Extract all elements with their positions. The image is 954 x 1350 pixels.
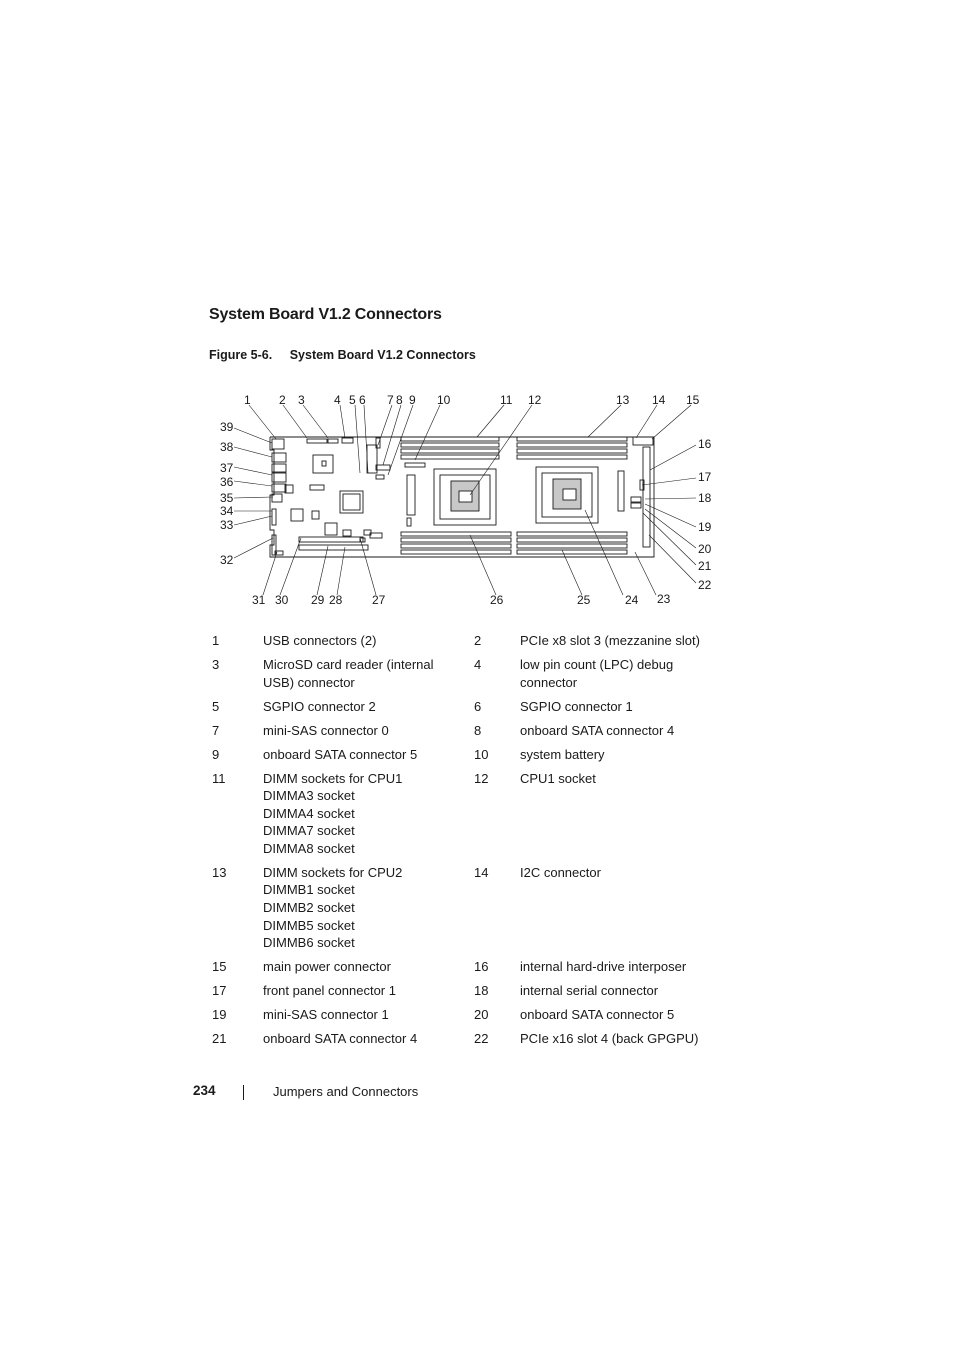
legend-number: 18 <box>474 983 489 999</box>
callout-16: 16 <box>698 437 712 451</box>
callout-28: 28 <box>329 593 343 607</box>
legend-description-line: SGPIO connector 1 <box>520 698 633 714</box>
callout-34: 34 <box>220 504 234 518</box>
pcie-slot <box>299 537 363 542</box>
legend-description-line: CPU1 socket <box>520 770 596 786</box>
legend-description <box>263 864 474 952</box>
legend-description-line: DIMMA3 socket <box>263 788 355 804</box>
callout-18: 18 <box>698 491 712 505</box>
legend-description <box>520 1006 712 1024</box>
legend-row <box>212 982 712 1006</box>
footer-chapter-title: Jumpers and Connectors <box>273 1084 419 1099</box>
legend-description-line: USB connectors (2) <box>263 633 377 648</box>
legend-row <box>212 1006 712 1030</box>
callout-6: 6 <box>359 393 366 407</box>
callout-1: 1 <box>244 393 251 407</box>
callout-5: 5 <box>349 393 356 407</box>
callout-39: 39 <box>220 420 234 434</box>
legend-description <box>263 746 474 764</box>
legend-description <box>263 1006 474 1024</box>
legend-description <box>263 698 474 716</box>
dimm-slots-cpu1-top <box>401 437 499 441</box>
legend-description <box>520 722 712 740</box>
callout-4: 4 <box>334 393 341 407</box>
legend-row <box>212 770 712 864</box>
callout-23: 23 <box>657 592 671 606</box>
callout-19: 19 <box>698 520 712 534</box>
legend-description-line: DIMMA4 socket <box>263 805 355 821</box>
legend-description-line: system battery <box>520 746 605 762</box>
legend-description-line: low pin count (LPC) debug <box>520 656 674 672</box>
footer <box>193 1083 216 1098</box>
callout-10: 10 <box>437 393 451 407</box>
legend-description <box>520 1030 712 1048</box>
callout-11: 11 <box>500 393 513 407</box>
legend-number: 8 <box>474 722 482 738</box>
legend-number: 15 <box>212 959 227 975</box>
callout-36: 36 <box>220 475 234 489</box>
legend-row <box>212 958 712 982</box>
page-number: 234 <box>193 1083 216 1098</box>
legend-description-line: DIMMB2 socket <box>263 900 355 916</box>
legend-description <box>263 770 474 858</box>
legend-number: 22 <box>474 1031 489 1047</box>
legend-description-line: mini-SAS connector 1 <box>263 1007 389 1023</box>
legend-number: 19 <box>212 1007 227 1023</box>
legend-number: 17 <box>212 983 227 999</box>
callout-33: 33 <box>220 518 234 532</box>
legend-description-line: front panel connector 1 <box>263 983 396 999</box>
legend-description-line: internal hard-drive interposer <box>520 959 687 975</box>
legend-description <box>263 656 474 691</box>
legend-description <box>263 722 474 740</box>
legend-number: 5 <box>212 698 220 714</box>
legend-row <box>212 746 712 770</box>
legend-description-line: onboard SATA connector 5 <box>520 1007 675 1023</box>
legend-number: 2 <box>474 633 482 648</box>
callout-35: 35 <box>220 491 234 505</box>
legend-number: 1 <box>212 633 220 648</box>
legend-description-line: onboard SATA connector 4 <box>520 722 675 738</box>
board-svg <box>200 385 740 615</box>
callout-3: 3 <box>298 393 305 407</box>
legend-row <box>212 656 712 698</box>
legend-description-line: internal serial connector <box>520 983 659 999</box>
right-edge-slot <box>643 447 650 547</box>
callout-26: 26 <box>490 593 504 607</box>
dimm-slots-cpu2-top <box>517 437 627 441</box>
legend-row <box>212 864 712 958</box>
figure-number: Figure 5-6. <box>209 348 273 362</box>
legend-number: 21 <box>212 1031 227 1047</box>
usb-connector <box>272 439 284 449</box>
callout-8: 8 <box>396 393 403 407</box>
legend-row <box>212 1030 712 1054</box>
legend-description-line: MicroSD card reader (internal <box>263 656 434 672</box>
legend-description <box>263 982 474 1000</box>
connector-legend <box>212 632 712 1054</box>
legend-number: 16 <box>474 959 489 975</box>
callout-15: 15 <box>686 393 700 407</box>
legend-description-line: USB) connector <box>263 674 355 690</box>
figure-caption <box>209 348 476 362</box>
callout-38: 38 <box>220 440 234 454</box>
legend-description <box>263 958 474 976</box>
legend-description <box>263 632 474 650</box>
legend-description <box>520 982 712 1000</box>
callout-12: 12 <box>528 393 542 407</box>
legend-description-line: I2C connector <box>520 864 601 880</box>
legend-row <box>212 698 712 722</box>
legend-number: 4 <box>474 656 482 672</box>
callout-20: 20 <box>698 542 712 556</box>
legend-description-line: DIMMA7 socket <box>263 823 355 839</box>
legend-description <box>520 746 712 764</box>
callout-27: 27 <box>372 593 386 607</box>
callout-13: 13 <box>616 393 630 407</box>
legend-number: 10 <box>474 746 489 762</box>
legend-description <box>520 770 712 858</box>
callout-2: 2 <box>279 393 286 407</box>
legend-description-line: DIMMB5 socket <box>263 917 355 933</box>
callout-22: 22 <box>698 578 712 592</box>
section-title: System Board V1.2 Connectors <box>209 306 442 323</box>
system-board-diagram <box>200 385 740 615</box>
legend-number: 12 <box>474 770 489 786</box>
legend-description-line: DIMM sockets for CPU2 <box>263 864 403 880</box>
legend-description-line: DIMMB1 socket <box>263 882 355 898</box>
footer-separator <box>243 1085 244 1100</box>
legend-row <box>212 722 712 746</box>
legend-description-line: mini-SAS connector 0 <box>263 722 389 738</box>
legend-number: 9 <box>212 746 220 762</box>
legend-description <box>520 656 712 691</box>
legend-number: 20 <box>474 1007 489 1023</box>
legend-description-line: DIMMB6 socket <box>263 935 355 951</box>
legend-number: 7 <box>212 722 220 738</box>
callout-21: 21 <box>698 559 712 573</box>
legend-description <box>263 1030 474 1048</box>
legend-description-line: onboard SATA connector 4 <box>263 1031 418 1047</box>
board-drawing <box>270 437 654 557</box>
callout-31: 31 <box>252 593 266 607</box>
callout-17: 17 <box>698 470 712 484</box>
figure-title: System Board V1.2 Connectors <box>289 348 476 362</box>
callout-24: 24 <box>625 593 639 607</box>
dimm-slots-cpu2-bottom <box>517 532 627 536</box>
legend-description-line: DIMM sockets for CPU1 <box>263 770 403 786</box>
callout-32: 32 <box>220 553 234 567</box>
legend-description-line: SGPIO connector 2 <box>263 698 376 714</box>
legend-description-line: DIMMA8 socket <box>263 840 355 856</box>
callout-25: 25 <box>577 593 591 607</box>
legend-description <box>520 958 712 976</box>
legend-row <box>212 632 712 656</box>
legend-number: 6 <box>474 698 482 714</box>
legend-description-line: PCIe x8 slot 3 (mezzanine slot) <box>520 633 700 648</box>
callout-37: 37 <box>220 461 234 475</box>
legend-number: 11 <box>212 770 226 786</box>
legend-description <box>520 698 712 716</box>
legend-description-line: connector <box>520 674 578 690</box>
callout-29: 29 <box>311 593 325 607</box>
legend-number: 13 <box>212 864 227 880</box>
legend-description <box>520 632 712 650</box>
callout-7: 7 <box>387 393 394 407</box>
dimm-slots-cpu1-bottom <box>401 532 511 536</box>
legend-number: 14 <box>474 864 489 880</box>
callout-9: 9 <box>409 393 416 407</box>
legend-description-line: main power connector <box>263 959 391 975</box>
legend-description <box>520 864 712 952</box>
legend-description-line: onboard SATA connector 5 <box>263 746 418 762</box>
callout-30: 30 <box>275 593 289 607</box>
callout-14: 14 <box>652 393 666 407</box>
legend-description-line: PCIe x16 slot 4 (back GPGPU) <box>520 1031 699 1047</box>
legend-number: 3 <box>212 656 220 672</box>
